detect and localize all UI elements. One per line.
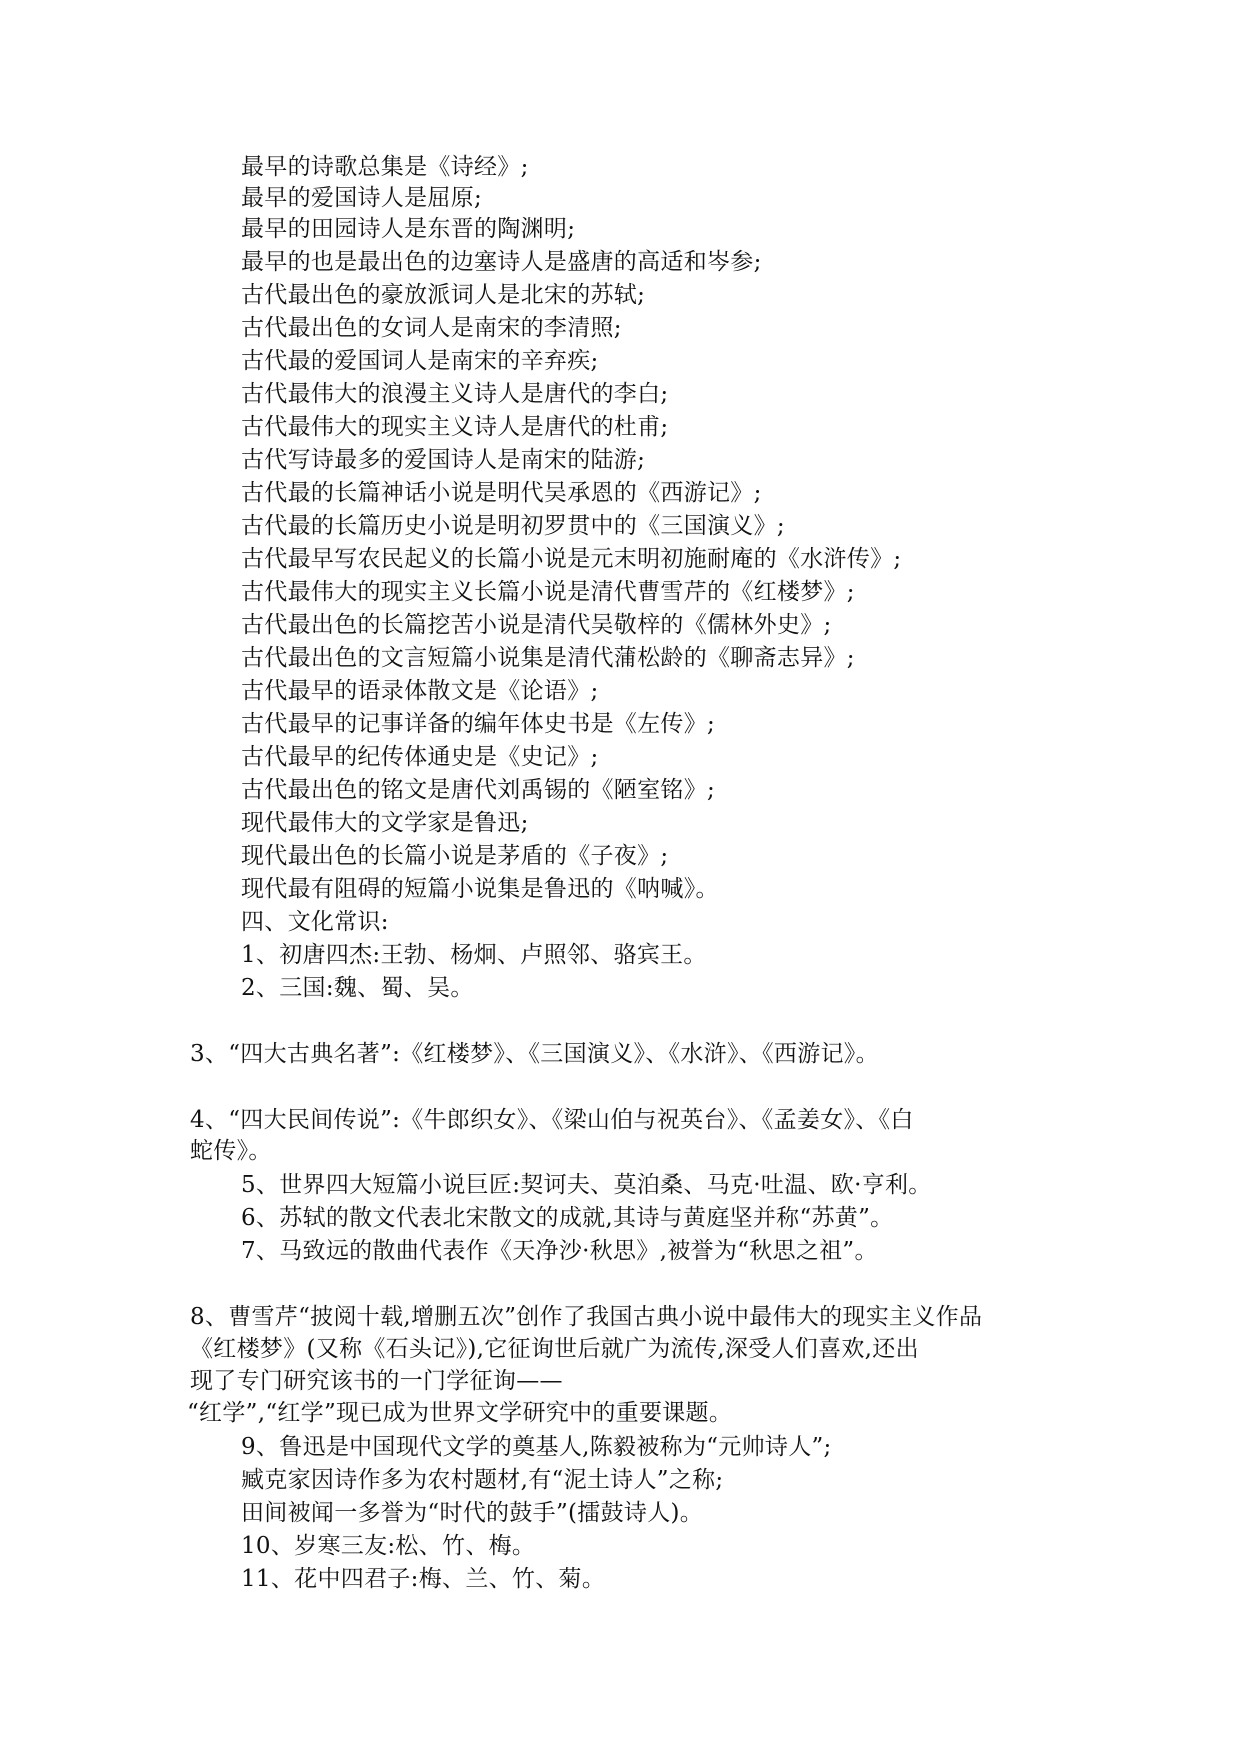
text-line: 古代最出色的文言短篇小说集是清代蒲松龄的《聊斋志异》; <box>241 645 855 671</box>
text-line: 古代最伟大的现实主义长篇小说是清代曹雪芹的《红楼梦》; <box>241 579 855 605</box>
text-line: 5、世界四大短篇小说巨匠:契诃夫、莫泊桑、马克·吐温、欧·亨利。 <box>241 1172 932 1198</box>
text-line: 最早的爱国诗人是屈原; <box>241 185 483 211</box>
text-line: 田间被闻一多誉为“时代的鼓手”(擂鼓诗人)。 <box>241 1500 704 1526</box>
text-line: 11、花中四君子:梅、兰、竹、菊。 <box>241 1566 606 1592</box>
text-line: 最早的诗歌总集是《诗经》; <box>241 154 529 180</box>
text-line: 现了专门研究该书的一门学征询—— <box>190 1368 563 1394</box>
text-line: 《红楼梦》(又称《石头记》),它征询世后就广为流传,深受人们喜欢,还出 <box>190 1336 919 1362</box>
text-line: 7、马致远的散曲代表作《天净沙·秋思》,被誉为“秋思之祖”。 <box>241 1238 878 1264</box>
text-line: 6、苏轼的散文代表北宋散文的成就,其诗与黄庭坚并称“苏黄”。 <box>241 1205 894 1231</box>
text-line: “红学”,“红学”现已成为世界文学研究中的重要课题。 <box>187 1400 733 1426</box>
text-line: 现代最出色的长篇小说是茅盾的《子夜》; <box>241 843 669 869</box>
text-line: 古代最出色的女词人是南宋的李清照; <box>241 315 622 341</box>
text-line: 2、三国:魏、蜀、吴。 <box>241 975 474 1001</box>
text-line: 4、“四大民间传说”:《牛郎织女》、《梁山伯与祝英台》、《孟姜女》、《白 <box>190 1107 914 1133</box>
text-line: 最早的田园诗人是东晋的陶渊明; <box>241 216 576 242</box>
section-heading: 四、文化常识: <box>241 909 389 935</box>
text-line: 蛇传》。 <box>190 1138 272 1164</box>
text-line: 古代最出色的长篇挖苦小说是清代吴敬梓的《儒林外史》; <box>241 612 832 638</box>
text-line: 1、初唐四杰:王勃、杨炯、卢照邻、骆宾王。 <box>241 942 707 968</box>
text-line: 现代最伟大的文学家是鲁迅; <box>241 810 529 836</box>
text-line: 3、“四大古典名著”:《红楼梦》、《三国演义》、《水浒》、《西游记》。 <box>190 1041 879 1067</box>
text-line: 现代最有阻碍的短篇小说集是鲁迅的《呐喊》。 <box>241 876 719 902</box>
text-line: 古代最早的记事详备的编年体史书是《左传》; <box>241 711 716 737</box>
text-line: 古代最出色的铭文是唐代刘禹锡的《陋室铭》; <box>241 777 716 803</box>
text-line: 古代最的长篇神话小说是明代吴承恩的《西游记》; <box>241 480 762 506</box>
text-line: 古代最的长篇历史小说是明初罗贯中的《三国演义》; <box>241 513 785 539</box>
text-line: 古代最早的纪传体通史是《史记》; <box>241 744 599 770</box>
text-line: 古代最出色的豪放派词人是北宋的苏轼; <box>241 282 646 308</box>
text-line: 古代最早的语录体散文是《论语》; <box>241 678 599 704</box>
text-line: 古代最伟大的现实主义诗人是唐代的杜甫; <box>241 414 669 440</box>
text-line: 古代最的爱国词人是南宋的辛弃疾; <box>241 348 599 374</box>
text-line: 10、岁寒三友:松、竹、梅。 <box>241 1533 536 1559</box>
text-line: 臧克家因诗作多为农村题材,有“泥土诗人”之称; <box>241 1467 724 1493</box>
text-line: 古代最伟大的浪漫主义诗人是唐代的李白; <box>241 381 669 407</box>
text-line: 9、鲁迅是中国现代文学的奠基人,陈毅被称为“元帅诗人”; <box>241 1434 832 1460</box>
text-line: 古代最早写农民起义的长篇小说是元末明初施耐庵的《水浒传》; <box>241 546 902 572</box>
text-line: 8、曹雪芹“披阅十载,增删五次”创作了我国古典小说中最伟大的现实主义作品 <box>190 1304 983 1330</box>
text-line: 最早的也是最出色的边塞诗人是盛唐的高适和岑参; <box>241 249 762 275</box>
text-line: 古代写诗最多的爱国诗人是南宋的陆游; <box>241 447 646 473</box>
